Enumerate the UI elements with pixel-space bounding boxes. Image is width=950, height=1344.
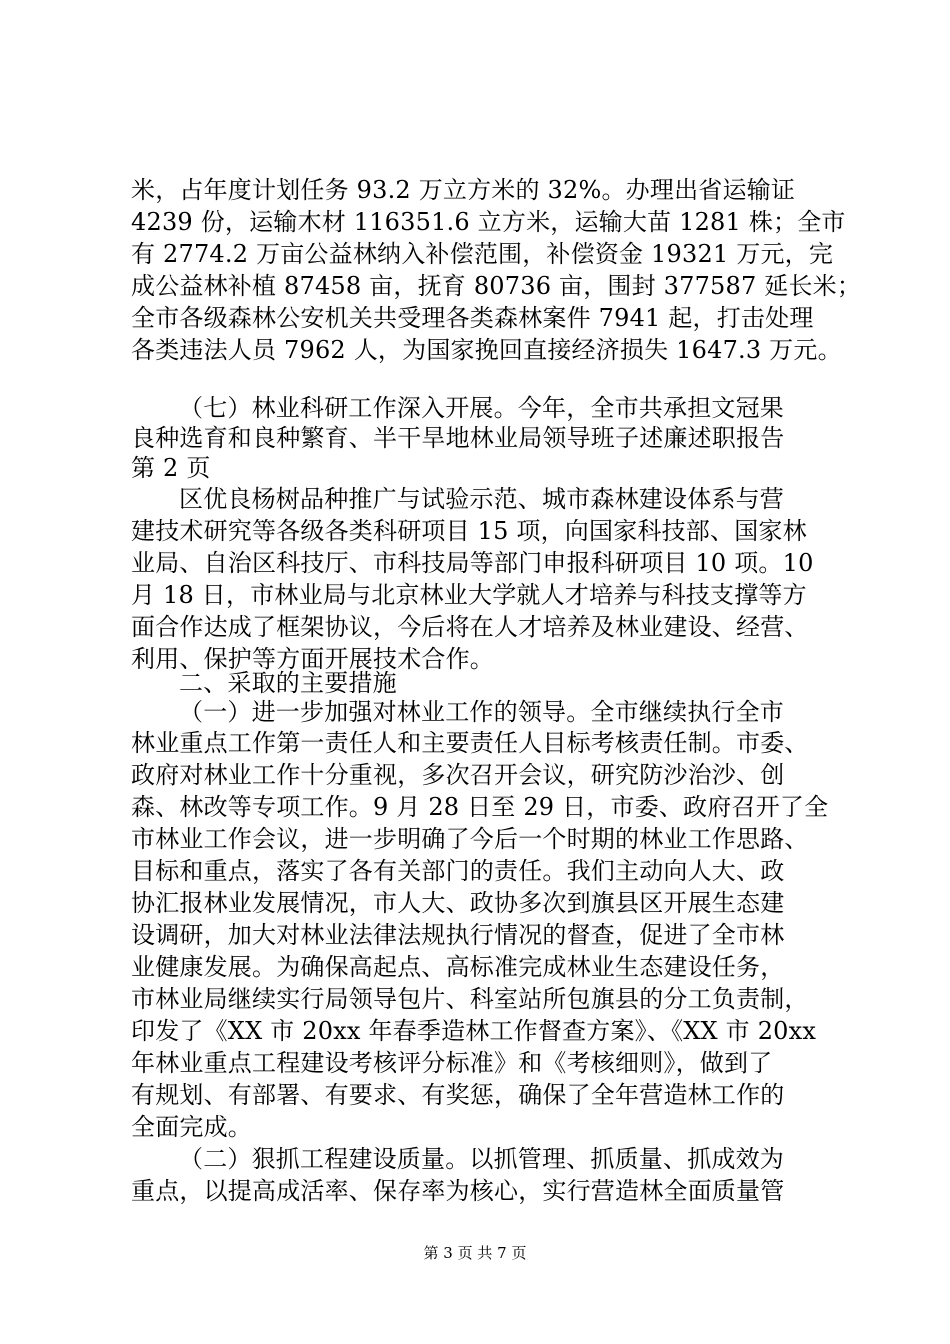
text-line: 有规划、有部署、有要求、有奖惩，确保了全年营造林工作的 [131, 1081, 785, 1109]
text-line: 业局、自治区科技厅、市科技局等部门申报科研项目 10 项。10 [131, 549, 814, 577]
text-line: 月 18 日，市林业局与北京林业大学就人才培养与科技支撑等方 [131, 581, 807, 609]
text-line: 业健康发展。为确保高起点、高标准完成林业生态建设任务， [131, 953, 785, 981]
text-line: 目标和重点，落实了各有关部门的责任。我们主动向人大、政 [131, 857, 785, 885]
text-line: 各类违法人员 7962 人，为国家挽回直接经济损失 1647.3 万元。 [131, 336, 842, 364]
text-line: 全市各级森林公安机关共受理各类森林案件 7941 起，打击处理 [131, 304, 814, 332]
text-line: 4239 份，运输木材 116351.6 立方米，运输大苗 1281 株；全市 [131, 208, 846, 236]
text-line: 印发了《XX 市 20xx 年春季造林工作督查方案》、《XX 市 20xx [131, 1017, 817, 1045]
text-line: 利用、保护等方面开展技术合作。 [131, 645, 494, 673]
text-line: （七）林业科研工作深入开展。今年，全市共承担文冠果 [179, 394, 784, 422]
text-line: 森、林改等专项工作。9 月 28 日至 29 日，市委、政府召开了全 [131, 793, 829, 821]
text-line: 建技术研究等各级各类科研项目 15 项，向国家科技部、国家林 [131, 517, 807, 545]
text-line: 协汇报林业发展情况，市人大、政协多次到旗县区开展生态建 [131, 889, 785, 917]
text-line: 年林业重点工程建设考核评分标准》和《考核细则》，做到了 [131, 1049, 773, 1077]
text-line: 米，占年度计划任务 93.2 万立方米的 32%。办理出省运输证 [131, 176, 796, 204]
section-heading: 二、采取的主要措施 [179, 669, 397, 697]
text-line: 成公益林补植 87458 亩，抚育 80736 亩，围封 377587 延长米； [131, 272, 862, 300]
text-line: （二）狠抓工程建设质量。以抓管理、抓质量、抓成效为 [179, 1145, 784, 1173]
text-line: 全面完成。 [131, 1113, 252, 1141]
text-line: 第 2 页 [131, 454, 211, 482]
text-line: 区优良杨树品种推广与试验示范、城市森林建设体系与营 [179, 485, 784, 513]
text-line: （一）进一步加强对林业工作的领导。全市继续执行全市 [179, 698, 784, 726]
text-line: 市林业工作会议，进一步明确了今后一个时期的林业工作思路、 [131, 825, 809, 853]
text-line: 设调研，加大对林业法律法规执行情况的督查，促进了全市林 [131, 921, 785, 949]
text-line: 林业重点工作第一责任人和主要责任人目标考核责任制。市委、 [131, 729, 809, 757]
text-line: 重点，以提高成活率、保存率为核心，实行营造林全面质量管 [131, 1177, 785, 1205]
text-line: 面合作达成了框架协议，今后将在人才培养及林业建设、经营、 [131, 613, 809, 641]
page-number-footer: 第 3 页 共 7 页 [423, 1244, 527, 1262]
text-line: 良种选育和良种繁育、半干旱地林业局领导班子述廉述职报告 [131, 424, 785, 452]
text-line: 政府对林业工作十分重视，多次召开会议，研究防沙治沙、创 [131, 761, 785, 789]
text-line: 市林业局继续实行局领导包片、科室站所包旗县的分工负责制， [131, 985, 809, 1013]
text-line: 有 2774.2 万亩公益林纳入补偿范围，补偿资金 19321 万元，完 [131, 240, 834, 268]
